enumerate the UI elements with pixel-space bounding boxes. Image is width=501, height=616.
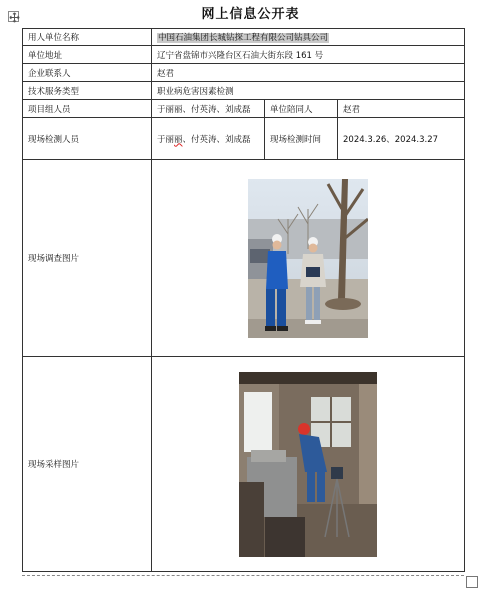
accompany-label: 单位陪同人 xyxy=(265,100,338,118)
team-label: 项目组人员 xyxy=(23,100,152,118)
survey-photo-label: 现场调查图片 xyxy=(23,160,152,357)
survey-photo[interactable] xyxy=(248,179,368,338)
table-row xyxy=(23,29,465,46)
service-type-value[interactable]: 职业病危害因素检测 xyxy=(152,82,465,100)
address-value[interactable]: 辽宁省盘锦市兴隆台区石油大街东段 161 号 xyxy=(152,46,465,64)
table-row xyxy=(23,160,465,357)
table-row xyxy=(23,118,465,160)
inspectors-value[interactable]: 于丽丽、付英涛、刘成磊 xyxy=(152,118,265,160)
service-type-label: 技术服务类型 xyxy=(23,82,152,100)
team-value[interactable]: 于丽丽、付英涛、刘成磊 xyxy=(152,100,265,118)
page-boundary-line xyxy=(22,575,464,576)
sampling-photo-cell xyxy=(152,357,465,572)
accompany-value[interactable]: 赵君 xyxy=(338,100,465,118)
sampling-photo-label: 现场采样图片 xyxy=(23,357,152,572)
address-label: 单位地址 xyxy=(23,46,152,64)
info-table xyxy=(22,28,465,572)
inspectors-label: 现场检测人员 xyxy=(23,118,152,160)
sampling-photo[interactable] xyxy=(239,372,377,557)
employer-label: 用人单位名称 xyxy=(23,29,152,46)
table-row xyxy=(23,64,465,82)
inspection-time-value[interactable]: 2024.3.26、2024.3.27 xyxy=(338,118,465,160)
table-resize-handle[interactable] xyxy=(466,576,478,588)
contact-value[interactable]: 赵君 xyxy=(152,64,465,82)
table-row xyxy=(23,357,465,572)
page-title: 网上信息公开表 xyxy=(201,7,300,22)
table-row xyxy=(23,82,465,100)
contact-label: 企业联系人 xyxy=(23,64,152,82)
employer-value[interactable]: 中国石油集团长城钻探工程有限公司钻具公司 xyxy=(152,29,465,46)
table-row xyxy=(23,46,465,64)
table-row xyxy=(23,100,465,118)
inspection-time-label: 现场检测时间 xyxy=(265,118,338,160)
survey-photo-cell xyxy=(152,160,465,357)
